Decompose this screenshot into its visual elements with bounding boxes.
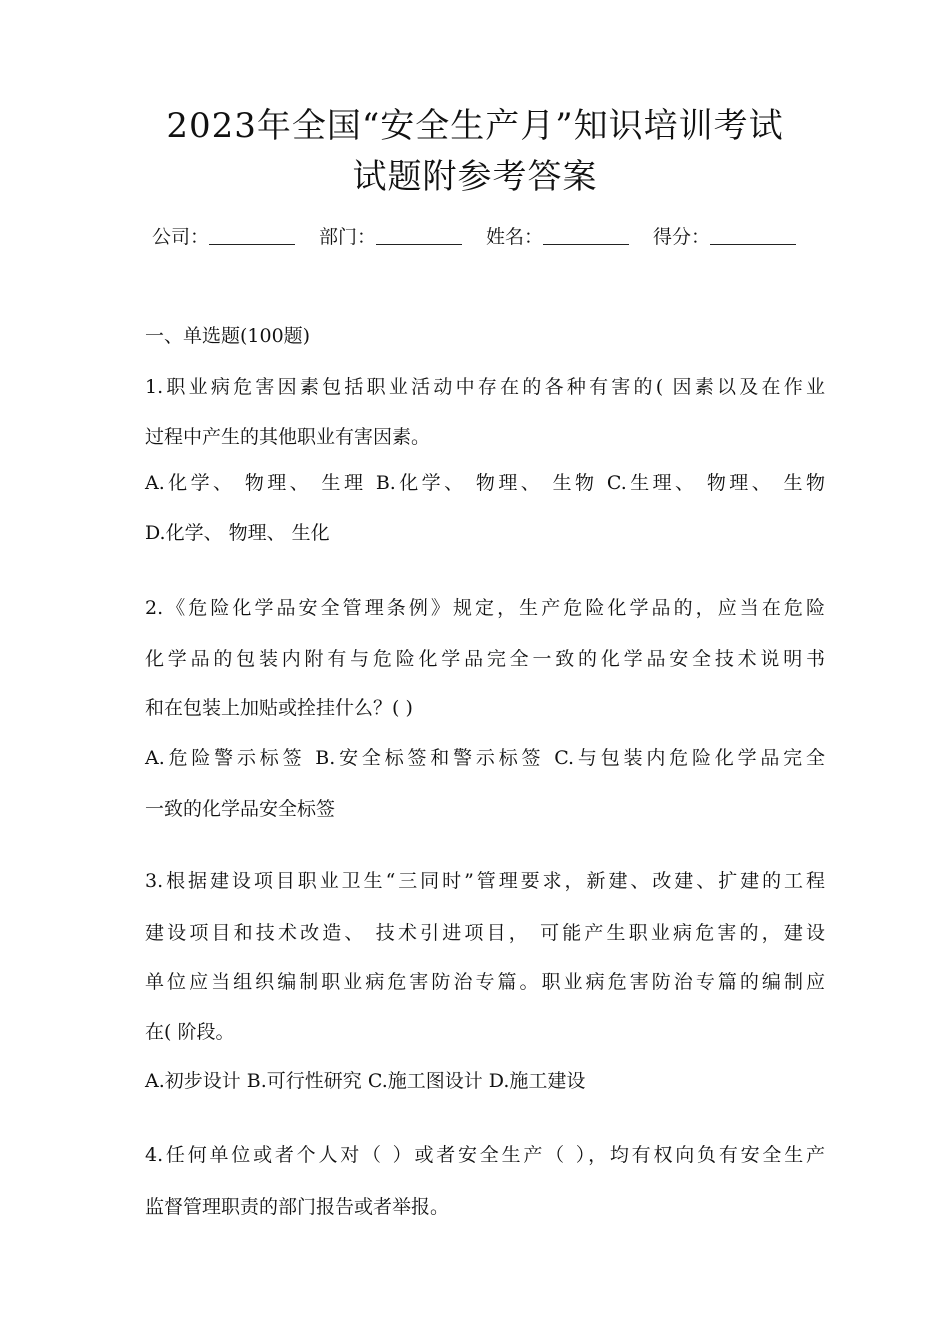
- name-label: 姓名：: [486, 226, 544, 248]
- question-2-options-line-1: A.危险警示标签 B.安全标签和警示标签 C.与包装内危险化学品完全: [145, 747, 825, 769]
- question-1-line-2: 过程中产生的其他职业有害因素。: [145, 426, 431, 448]
- question-1-options-line-1: A.化学、 物理、 生理 B.化学、 物理、 生物 C.生理、 物理、 生物: [145, 472, 825, 494]
- score-blank: [710, 224, 796, 245]
- company-blank: [209, 224, 295, 245]
- document-title-line-1: 2023年全国“安全生产月”知识培训考试: [166, 106, 784, 146]
- question-4-line-2: 监督管理职责的部门报告或者举报。: [145, 1196, 450, 1218]
- question-1-options-line-2: D.化学、 物理、 生化: [145, 522, 330, 544]
- question-3-line-1: 3.根据建设项目职业卫生“三同时”管理要求，新建、改建、扩建的工程: [145, 870, 825, 892]
- question-3-line-3: 单位应当组织编制职业病危害防治专篇。职业病危害防治专篇的编制应: [145, 971, 825, 993]
- company-label: 公司：: [152, 226, 210, 248]
- question-3-options-line-1: A.初步设计 B.可行性研究 C.施工图设计 D.施工建设: [145, 1070, 586, 1092]
- department-blank: [376, 224, 462, 245]
- question-2-options-line-2: 一致的化学品安全标签: [145, 798, 336, 820]
- question-3-line-4: 在( 阶段。: [145, 1021, 235, 1043]
- header-fields: [152, 222, 812, 252]
- department-field: [319, 222, 462, 252]
- question-2-line-3: 和在包装上加贴或拴挂什么？( ): [145, 697, 413, 719]
- question-2-line-2: 化学品的包装内附有与危险化学品完全一致的化学品安全技术说明书: [145, 648, 825, 670]
- name-field: [486, 222, 629, 252]
- question-1-line-1: 1.职业病危害因素包括职业活动中存在的各种有害的( 因素以及在作业: [145, 376, 825, 398]
- department-label: 部门：: [319, 226, 377, 248]
- question-3-line-2: 建设项目和技术改造、 技术引进项目， 可能产生职业病危害的，建设: [145, 922, 825, 944]
- name-blank: [543, 224, 629, 245]
- company-field: [152, 222, 295, 252]
- question-4-line-1: 4.任何单位或者个人对（ ）或者安全生产（ ），均有权向负有安全生产: [145, 1144, 825, 1166]
- section-heading: 一、单选题(100题): [145, 325, 311, 347]
- document-title-line-2: 试题附参考答案: [352, 157, 598, 197]
- question-2-line-1: 2.《危险化学品安全管理条例》规定，生产危险化学品的，应当在危险: [145, 597, 825, 619]
- score-label: 得分：: [653, 226, 711, 248]
- score-field: [653, 222, 796, 252]
